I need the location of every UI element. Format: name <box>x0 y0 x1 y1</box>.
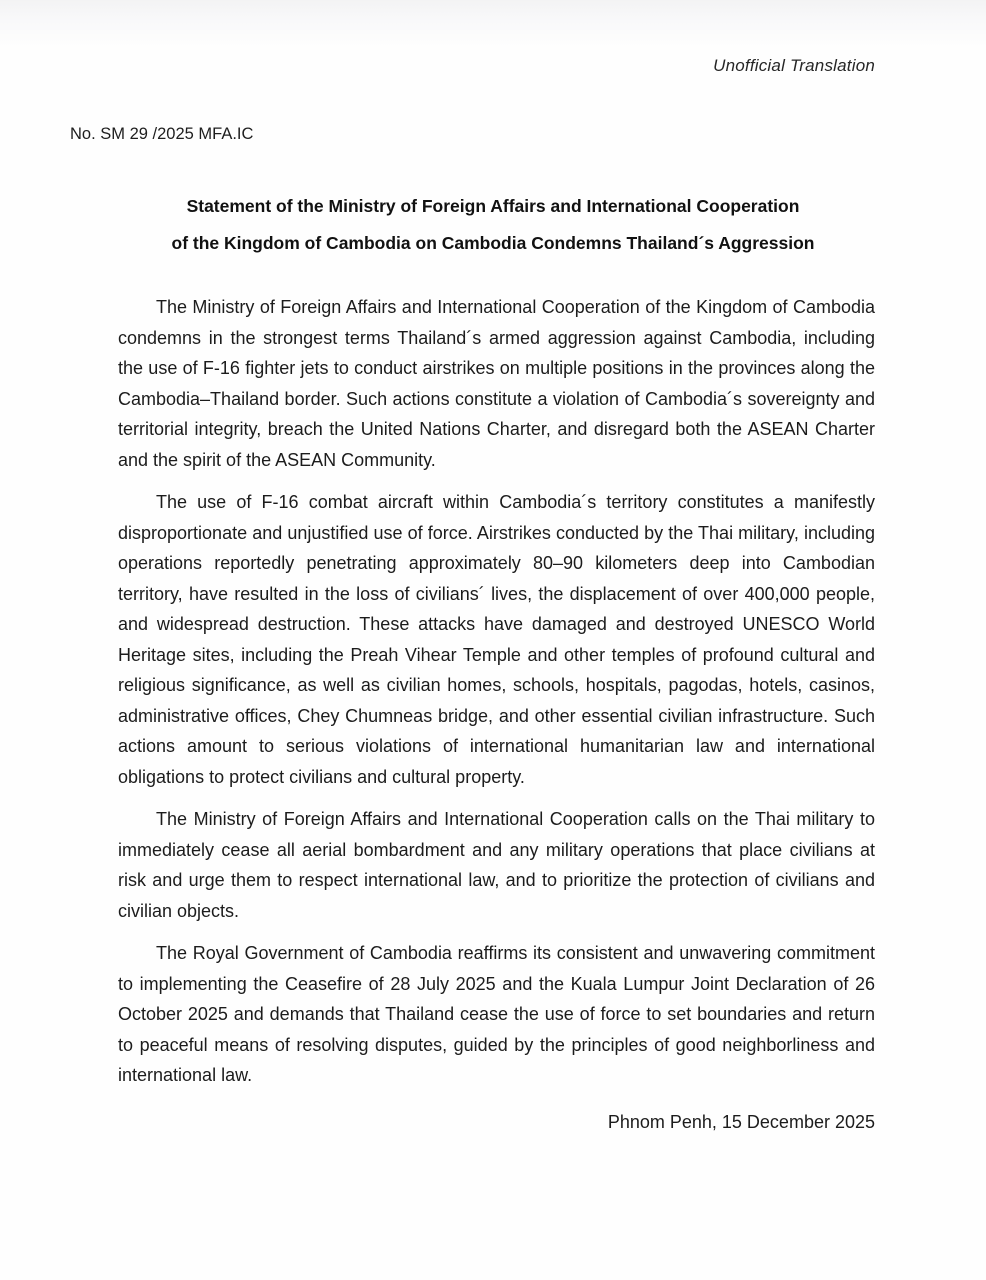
document-title <box>70 188 916 261</box>
document-title-line-1: Statement of the Ministry of Foreign Affairs and International Cooperation <box>186 196 800 216</box>
body-paragraph-4: The Royal Government of Cambodia reaffirms its consistent and unwavering commitment to implementing the Ceasefire of 28 July 2025 and the Kuala Lumpur Joint Declaration of 26 October 2025 and demands that Thailand cease the use of force to set boundaries and return to peaceful means of resolving disputes, guided by the principles of good neighborliness and international law. <box>118 943 875 1085</box>
document-body <box>118 292 875 1137</box>
document-title-line-2: of the Kingdom of Cambodia on Cambodia Condemns Thailand´s Aggression <box>171 232 815 253</box>
body-paragraph-2: The use of F-16 combat aircraft within Cambodia´s territory constitutes a manifestly disproportionate and unjustified use of force. Airstrikes conducted by the Thai military, including operations reportedly penetrating approximately 80–90 kilometers deep into Cambodian territory, have resulted in the loss of civilians´ lives, the displacement of over 400,000 people, and widespread destruction. These attacks have damaged and destroyed UNESCO World Heritage sites, including the Preah Vihear Temple and other temples of profound cultural and religious significance, as well as civilian homes, schools, hospitals, pagodas, hotels, casinos, administrative offices, Chey Chumneas bridge, and other essential civilian infrastructure. Such actions amount to serious violations of international humanitarian law and international obligations to protect civilians and cultural property. <box>118 492 875 787</box>
dateline: Phnom Penh, 15 December 2025 <box>607 1111 875 1132</box>
body-paragraph-1: The Ministry of Foreign Affairs and International Cooperation of the Kingdom of Cambodia condemns in the strongest terms Thailand´s armed aggression against Cambodia, including the use of F-16 fighter jets to conduct airstrikes on multiple positions in the provinces along the Cambodia–Thailand border. Such actions constitute a violation of Cambodia´s sovereignty and territorial integrity, breach the United Nations Charter, and disregard both the ASEAN Charter and the spirit of the ASEAN Community. <box>118 297 875 470</box>
body-paragraph-3: The Ministry of Foreign Affairs and International Cooperation calls on the Thai military to immediately cease all aerial bombardment and any military operations that place civilians at risk and urge them to respect international law, and to prioritize the protection of civilians and civilian objects. <box>118 809 875 921</box>
unofficial-translation-note: Unofficial Translation <box>713 56 875 75</box>
reference-number: No. SM 29 /2025 MFA.IC <box>70 125 254 143</box>
